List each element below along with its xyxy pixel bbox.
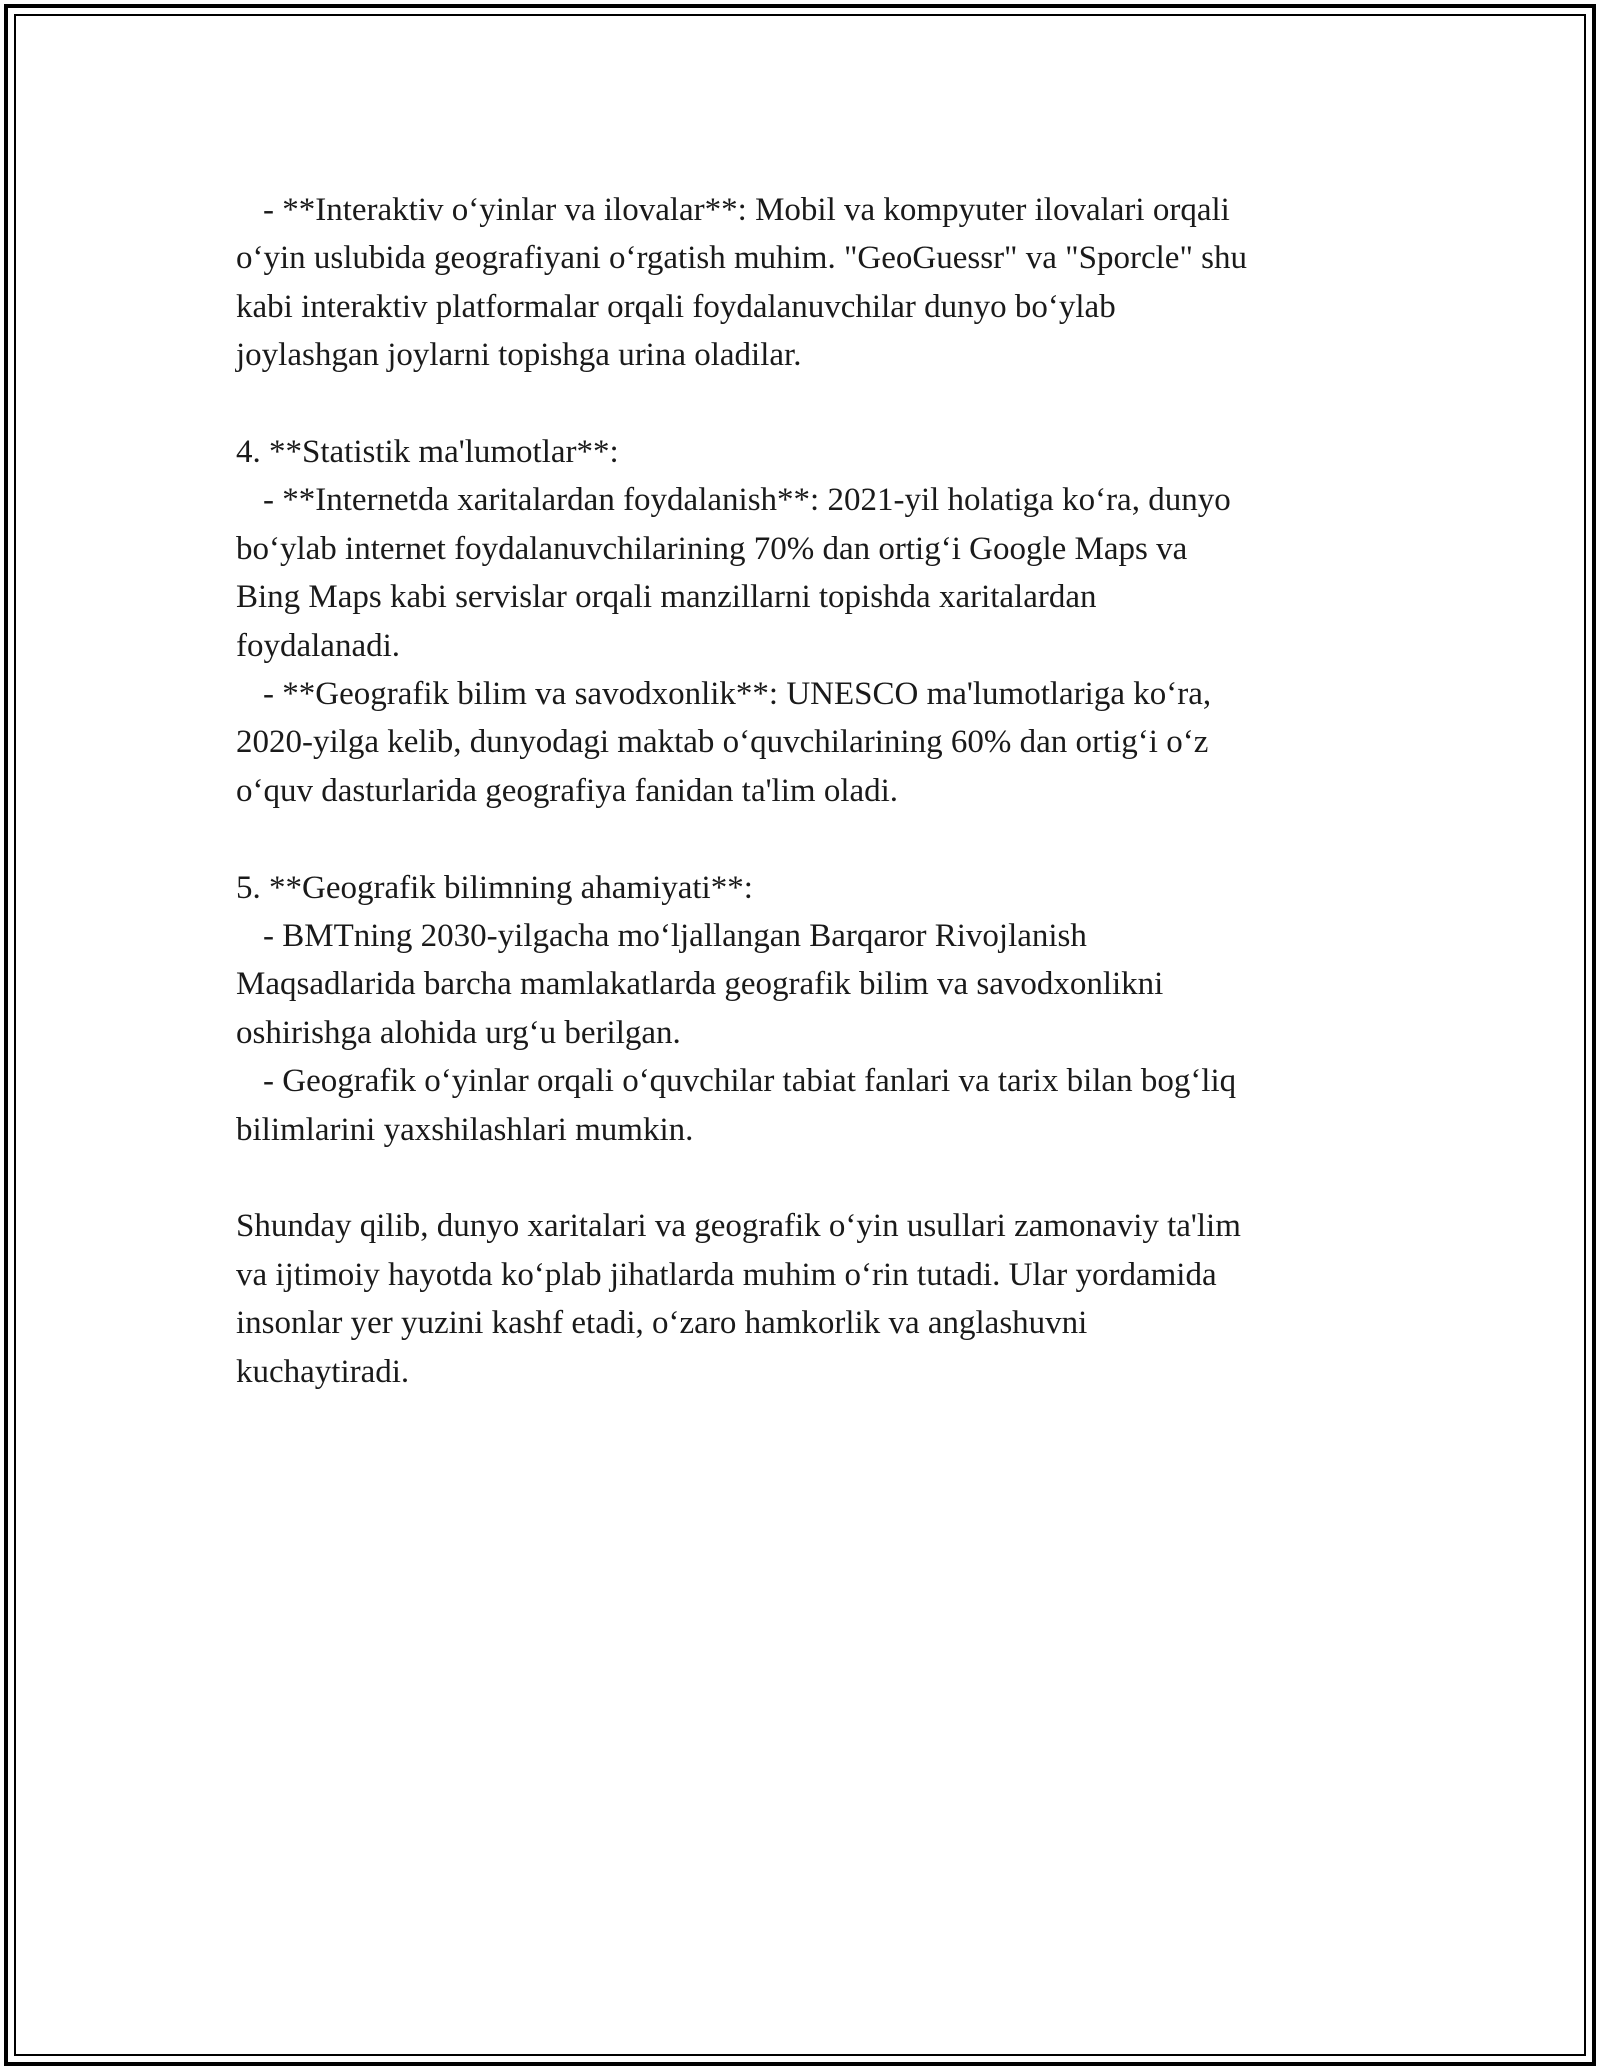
bullet-internet-maps-line-2: bo‘ylab internet foydalanuvchilarining 70% dan ortig‘i Google Maps va bbox=[236, 530, 1188, 567]
blank-line bbox=[236, 1154, 1416, 1202]
document-body bbox=[236, 186, 1416, 1396]
bullet-geo-games-line-1: - Geografik o‘yinlar orqali o‘quvchilar tabiat fanlari va tarix bilan bog‘liq bbox=[263, 1063, 1237, 1100]
bullet-internet-maps-line-4: foydalanadi. bbox=[236, 627, 401, 664]
bullet-interactive-games-line-3: kabi interaktiv platformalar orqali foydalanuvchilar dunyo bo‘ylab bbox=[236, 288, 1116, 325]
bullet-interactive-games-line-1: - **Interaktiv o‘yinlar va ilovalar**: Mobil va kompyuter ilovalari orqali bbox=[263, 192, 1230, 228]
conclusion-line-4: kuchaytiradi. bbox=[236, 1353, 410, 1390]
bullet-interactive-games-line-4: joylashgan joylarni topishga urina oladilar. bbox=[236, 337, 802, 374]
bullet-geo-literacy-line-3: o‘quv dasturlarida geografiya fanidan ta'lim oladi. bbox=[236, 772, 899, 809]
blank-line bbox=[236, 380, 1416, 428]
bullet-interactive-games-line-2: o‘yin uslubida geografiyani o‘rgatish muhim. "GeoGuessr" va "Sporcle" shu bbox=[236, 240, 1248, 277]
bullet-internet-maps-line-1: - **Internetda xaritalardan foydalanish**: 2021-yil holatiga ko‘ra, dunyo bbox=[263, 482, 1231, 519]
bullet-un-goals-line-2: Maqsadlarida barcha mamlakatlarda geografik bilim va savodxonlikni bbox=[236, 966, 1164, 1003]
bullet-geo-literacy-line-1: - **Geografik bilim va savodxonlik**: UNESCO ma'lumotlariga ko‘ra, bbox=[263, 676, 1212, 713]
bullet-geo-literacy-line-2: 2020-yilga kelib, dunyodagi maktab o‘quvchilarining 60% dan ortig‘i o‘z bbox=[236, 724, 1209, 761]
bullet-un-goals-line-1: - BMTning 2030-yilgacha mo‘ljallangan Barqaror Rivojlanish bbox=[263, 918, 1087, 955]
bullet-internet-maps-line-3: Bing Maps kabi servislar orqali manzillarni topishda xaritalardan bbox=[236, 579, 1097, 616]
conclusion-line-1: Shunday qilib, dunyo xaritalari va geografik o‘yin usullari zamonaviy ta'lim bbox=[236, 1208, 1241, 1245]
bullet-un-goals-line-3: oshirishga alohida urg‘u berilgan. bbox=[236, 1014, 681, 1051]
conclusion-line-3: insonlar yer yuzini kashf etadi, o‘zaro hamkorlik va anglashuvni bbox=[236, 1305, 1088, 1342]
section-4-heading: 4. **Statistik ma'lumotlar**: bbox=[236, 434, 619, 471]
blank-line bbox=[236, 815, 1416, 863]
conclusion-line-2: va ijtimoiy hayotda ko‘plab jihatlarda muhim o‘rin tutadi. Ular yordamida bbox=[236, 1256, 1217, 1293]
section-5-heading: 5. **Geografik bilimning ahamiyati**: bbox=[236, 869, 753, 906]
bullet-geo-games-line-2: bilimlarini yaxshilashlari mumkin. bbox=[236, 1111, 694, 1148]
